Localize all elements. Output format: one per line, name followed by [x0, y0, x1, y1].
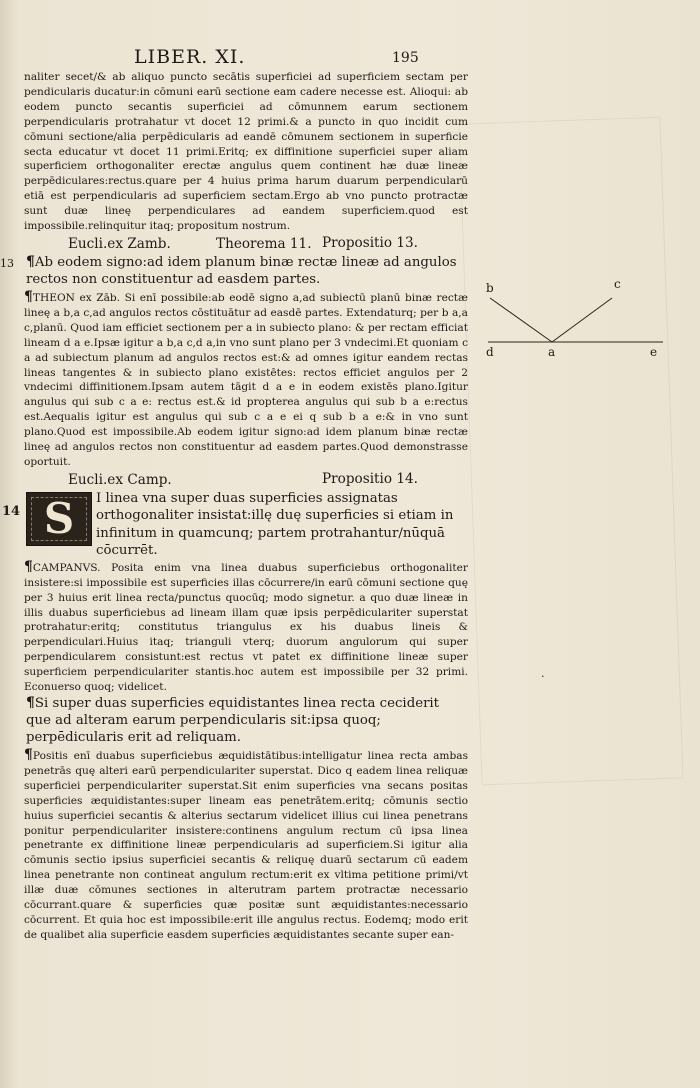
label-e: e: [650, 345, 658, 359]
stray-mark: ·: [541, 670, 545, 683]
heading-proposition: Propositio 13.: [322, 234, 418, 251]
margin-number-13: 13: [0, 256, 14, 270]
heading-source: Eucli.ex Zamb.: [68, 235, 171, 252]
pilcrow-icon: ¶: [26, 695, 35, 711]
enunciation-14: [2, 490, 468, 560]
enunciation-14-text: I linea vna super duas superficies assignatas orthogonaliter insistat:illę duę superficies si etiam in infinitum in quamcunq; partem protrahantur/nūquā cōcurrēt.: [96, 490, 454, 559]
heading-prop-14: [24, 470, 468, 490]
text-block: [0, 70, 468, 943]
decorated-initial: S: [26, 492, 92, 546]
label-c: c: [614, 277, 621, 291]
line-ab: [490, 298, 552, 342]
margin-number-14: 14: [2, 503, 21, 519]
heading-proposition: Propositio 14.: [322, 470, 418, 487]
converse-enunciation-text: Si super duas superficies equidistantes linea recta ceciderit que ad alteram earum perpendicularis sit:ipsa quoq; perpēdicularis erit ad reliquam.: [26, 696, 440, 745]
pilcrow-icon: ¶: [26, 253, 35, 270]
geometry-diagram: [478, 262, 678, 372]
converse-enunciation: [24, 695, 468, 746]
pilcrow-icon: ¶: [24, 558, 33, 575]
label-d: d: [486, 345, 494, 359]
pilcrow-icon: ¶: [24, 288, 33, 305]
pilcrow-icon: ¶: [24, 747, 33, 763]
converse-proof: [24, 748, 468, 943]
page-header: [134, 46, 464, 70]
converse-proof-text: Positis enī duabus superficiebus æquidistātibus:intelligatur linea recta ambas penetrās quę alteri earū perpendiculariter superstat. Dico q eadem linea reliquæ superficiei perpendiculariter superstat.Sit enim superficies vna secans positas superficies æquidistantes:super lineam eas penetrātem.eritq; cōmunis sectio huius superficiei secantis & alterius sectarum videlicet illius cui linea penetrans ponitur perpendiculariter insistere:continens angulum rectum cū ipsa linea penetrante ex diffinitione lineæ perpendicularis ad superficiem.Si igitur alia cōmunis sectio ipsius superficiei secantis & reliquę duarū sectarum cū eadem linea penetrante non contineat angulum rectum:erit ex vltima petitione primi/vt illæ duæ cōmunes sectiones in alterutram partem protractæ necessario cōcurrant.quare & superficies quæ positæ sunt æquidistantes:necessario cōcurrent. Et quia hoc est impossibile:erit ille angulus rectus. Eodemq; modo erit de qualibet alia superficie easdem superficies æquidistantes secante super ean-: [24, 750, 468, 941]
running-head: LIBER. XI.: [134, 46, 246, 68]
heading-prop-13: [24, 234, 468, 254]
label-a: a: [548, 345, 556, 359]
theon-proof-text: THEON ex Zāb. Si enī possibile:ab eodē signo a,ad subiectū planū binæ rectæ lineę a b,a c,ad angulos rectos cōstituātur ad easdē partes. Extendaturq; per b a,a c,planū. Quod iam efficiet sectionem per a in subiecto plano: & per rectam efficiat lineam d a e.Ipsæ igitur a b,a c,d a,in vno sunt plano per 3 vndecimi.Et quoniam c a ad subiectum planum ad angulos rectos est:& ad omnes igitur eandem rectas lineas tangentes & in subiecto plano existētes: rectos efficiet angulos per 2 vndecimi diffinitionem.Ipsam autem tāgit d a e in eodem existēs plano.Igitur angulus qui sub c a e: rectus est.& id propterea angulus qui sub b a e:rectus est.Aequalis igitur est angulus qui sub c a e ei q sub b a e:& in vno sunt plano.Quod est impossibile.Ab eodem igitur signo:ad idem planum binæ rectæ lineę ad angulos rectos non constituentur ad easdem partes.Quod demonstrasse oportuit.: [24, 291, 468, 468]
theon-proof: [24, 290, 468, 470]
line-ac: [552, 298, 612, 342]
enunciation-13-text: Ab eodem signo:ad idem planum binæ rectæ lineæ ad angulos rectos non constituentur ad easdem partes.: [26, 254, 457, 287]
proof-continuation: naliter secet/& ab aliquo puncto secātis superficiei ad superficiem sectam per pendicularis ducatur:in cōmuni earū sectione eam cadere necesse est. Alioqui: ab eodem puncto secantis superficiei ad cōmunnem earum sectionem perpendicularis protrahatur vt docet 12 primi.& a puncto in quo incidit cum cōmuni sectione/alia perpēdicularis ad eandē cōmunem sectionem in superficie secta educatur vt docet 11 primi.Eritq; ex diffinitione superficiei super aliam superficiem orthogonaliter erectæ angulus quem continent hæ duæ lineæ perpēdiculares:rectus.quare per 4 huius prima harum duarum perpendicularū etiā est perpendicularis ad superficiem sectam.Ergo ab vno puncto protractæ sunt duæ lineę perpendiculares ad eandem superficiem.quod est impossibile.relinquitur itaq; propositum nostrum.: [24, 71, 468, 233]
campanus-proof-text: CAMPANVS. Posita enim vna linea duabus superficiebus orthogonaliter insistere:si impossibile est superficies illas cōcurrere/in earū cōmuni sectione quę per 3 huius erit linea recta/punctus quocūq; modo signetur. a quo duæ lineæ in illis duabus superficiebus ad lineam illam quæ ipsis perpēdiculariter superstat protrahatur:eritq; constitutus triangulus ex his duabus lineis & perpendiculari.Huius itaq; trianguli vterq; duorum angulorum qui super perpendicularem consistunt:est rectus vt patet ex diffinitione lineæ super superficiem perpendiculariter stantis.hoc autem est impossibile per 32 primi. Econuerso quoq; videlicet.: [24, 561, 468, 694]
folio-number: 195: [392, 50, 419, 66]
enunciation-13: [0, 253, 468, 288]
campanus-proof: [24, 560, 468, 695]
heading-source: Eucli.ex Camp.: [68, 471, 172, 488]
heading-theorem: Theorema 11.: [216, 235, 312, 252]
show-through: [459, 117, 684, 786]
label-b: b: [486, 281, 494, 295]
